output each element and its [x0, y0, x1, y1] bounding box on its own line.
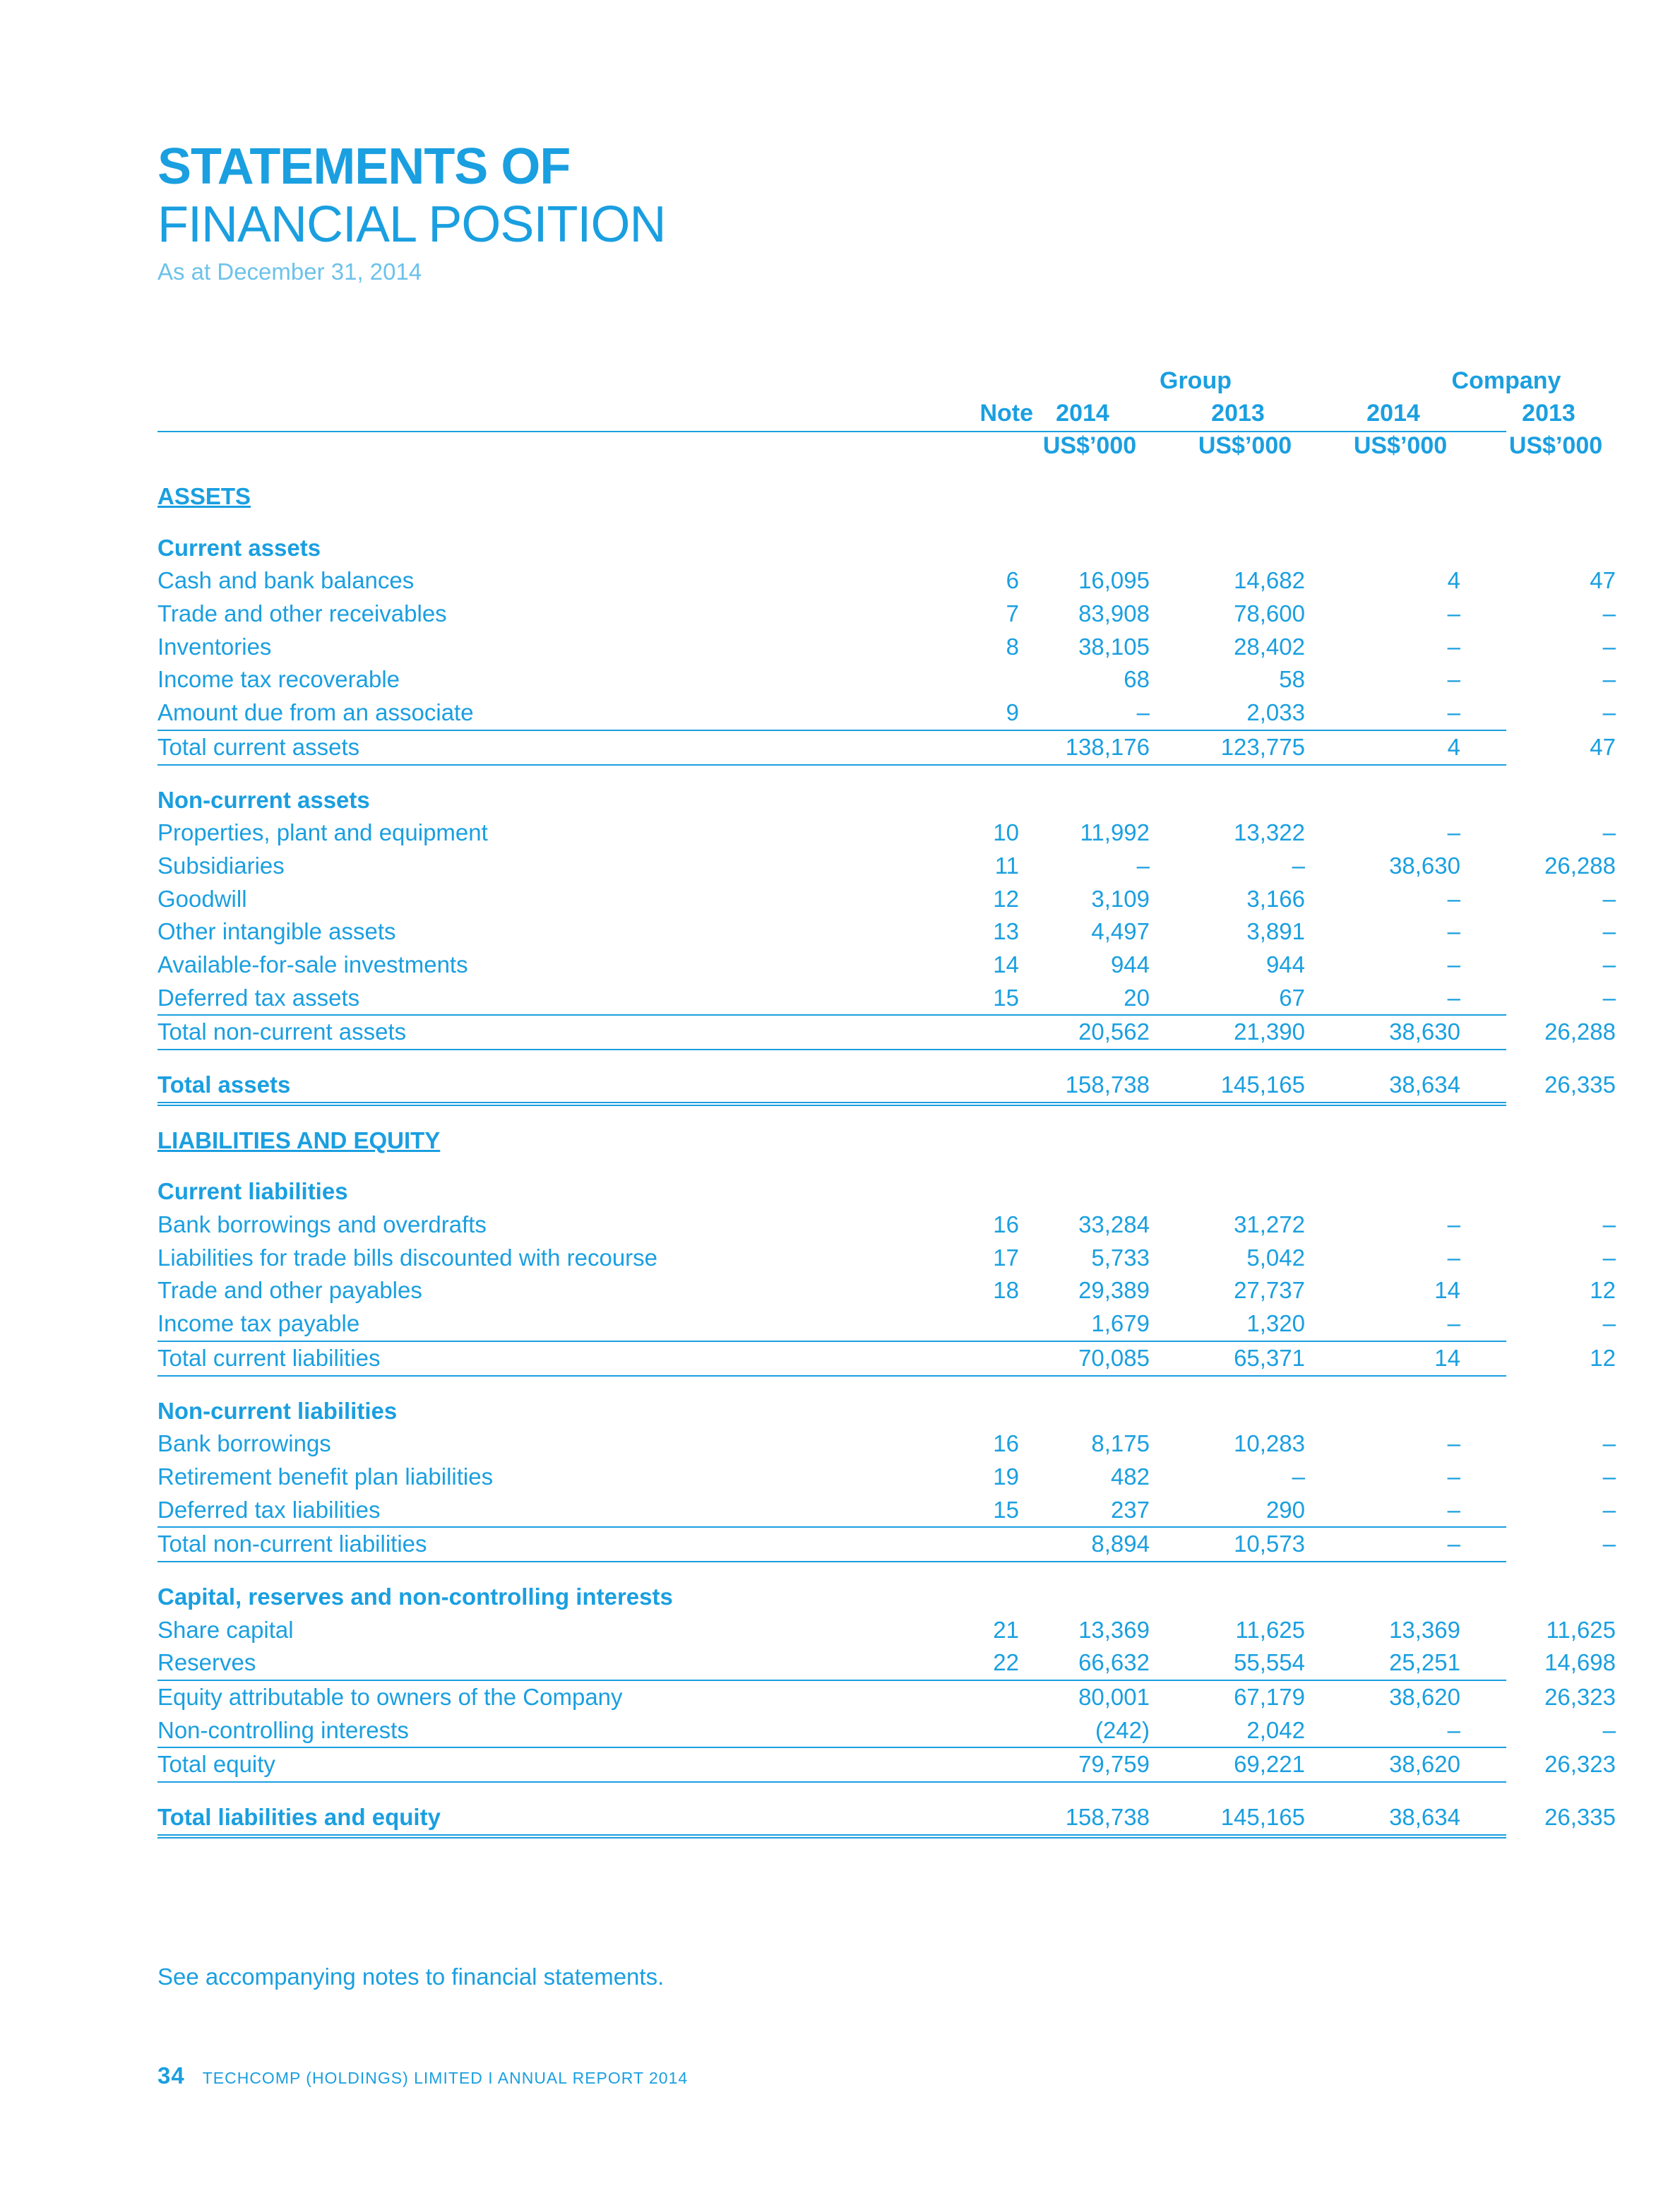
row-label: Goodwill [157, 885, 247, 912]
row-label: Income tax payable [157, 1310, 360, 1337]
table-row [157, 1461, 1616, 1494]
value-cell-group-2013: 58 [1279, 666, 1305, 693]
value-cell-company-2013: – [1602, 1310, 1616, 1337]
value-cell-company-2014: 25,251 [1389, 1649, 1460, 1676]
value-cell-group-2014: 79,759 [1078, 1751, 1150, 1778]
unit-header-row [157, 432, 1603, 463]
note-cell: 16 [993, 1430, 1019, 1457]
table-row [157, 1581, 1506, 1614]
subtot-label: Equity attributable to owners of the Company [157, 1684, 623, 1710]
year-header-row [157, 400, 1575, 432]
value-cell-group-2013: – [1292, 852, 1305, 879]
value-cell-group-2014: – [1136, 699, 1150, 726]
value-cell-company-2014: – [1447, 1496, 1460, 1523]
value-cell-group-2013: 3,891 [1246, 918, 1305, 945]
table-row [157, 982, 1616, 1015]
grand-label: Total assets [157, 1071, 291, 1098]
row-label: Properties, plant and equipment [157, 819, 488, 846]
row-spacer [157, 766, 1506, 784]
section-label: Non-current liabilities [157, 1397, 398, 1424]
footer-text: TECHCOMP (HOLDINGS) LIMITED I ANNUAL REPORT 2014 [202, 2069, 689, 2087]
section-label: Current assets [157, 534, 321, 561]
note-cell: 13 [993, 918, 1019, 945]
note-cell: 21 [993, 1616, 1019, 1643]
note-cell: 22 [993, 1649, 1019, 1676]
table-row [157, 1680, 1616, 1714]
value-cell-company-2014: – [1447, 984, 1460, 1011]
value-cell-group-2013: 145,165 [1220, 1804, 1305, 1831]
value-cell-group-2014: 4,497 [1091, 918, 1150, 945]
unit-group-2013: US$’000 [1198, 432, 1292, 459]
page-footer [157, 2062, 688, 2089]
section-label: Capital, reserves and non-controlling interests [157, 1583, 673, 1610]
value-cell-company-2014: 38,630 [1389, 852, 1460, 879]
table-row [157, 883, 1616, 916]
row-label: Deferred tax liabilities [157, 1496, 381, 1523]
row-spacer [157, 1377, 1506, 1395]
value-cell-company-2014: – [1447, 600, 1460, 627]
row-label: Inventories [157, 633, 272, 660]
unit-group-2014: US$’000 [1042, 432, 1137, 459]
value-cell-company-2014: – [1447, 1244, 1460, 1271]
row-label: Bank borrowings [157, 1430, 331, 1457]
row-label: Income tax recoverable [157, 666, 400, 693]
year-group-2013: 2013 [1211, 400, 1265, 427]
value-cell-group-2014: (242) [1095, 1716, 1150, 1743]
table-row [157, 1175, 1506, 1208]
row-label: Bank borrowings and overdrafts [157, 1211, 487, 1238]
row-label: Cash and bank balances [157, 567, 415, 594]
value-cell-company-2014: – [1447, 918, 1460, 945]
section-label: Non-current assets [157, 786, 370, 813]
value-cell-group-2014: 29,389 [1078, 1277, 1150, 1304]
value-cell-group-2013: 2,033 [1246, 699, 1305, 726]
value-cell-company-2013: 12 [1590, 1344, 1616, 1371]
row-label: Liabilities for trade bills discounted with recourse [157, 1244, 658, 1271]
row-label: Deferred tax assets [157, 984, 360, 1011]
value-cell-group-2014: 5,733 [1091, 1244, 1150, 1271]
table-row [157, 915, 1616, 949]
unit-company-2014: US$’000 [1353, 432, 1448, 459]
value-cell-group-2014: 237 [1110, 1496, 1150, 1523]
value-cell-group-2013: 5,042 [1246, 1244, 1305, 1271]
table-row [157, 598, 1616, 631]
table-row [157, 480, 1506, 513]
value-cell-company-2013: – [1602, 1463, 1616, 1490]
row-label: Reserves [157, 1649, 256, 1676]
value-cell-company-2014: – [1447, 885, 1460, 912]
value-cell-company-2014: 13,369 [1389, 1616, 1460, 1643]
year-company-2013: 2013 [1522, 400, 1575, 427]
value-cell-company-2013: – [1602, 1531, 1616, 1557]
value-cell-company-2013: – [1602, 885, 1616, 912]
table-row [157, 1395, 1506, 1428]
table-row [157, 564, 1616, 598]
note-cell: 10 [993, 819, 1019, 846]
value-cell-group-2013: 67 [1279, 984, 1305, 1011]
row-spacer [157, 513, 1506, 532]
value-cell-company-2014: 38,634 [1389, 1804, 1460, 1831]
row-label: Available-for-sale investments [157, 951, 468, 978]
value-cell-company-2013: 11,625 [1546, 1616, 1616, 1643]
value-cell-company-2013: 26,288 [1544, 852, 1616, 879]
value-cell-company-2013: – [1602, 1244, 1616, 1271]
row-spacer [157, 1562, 1506, 1581]
value-cell-group-2013: 28,402 [1234, 633, 1305, 660]
value-cell-company-2014: 4 [1447, 567, 1460, 594]
footnote: See accompanying notes to financial statements. [157, 1964, 665, 1990]
value-cell-company-2014: 38,620 [1389, 1684, 1460, 1710]
company-header: Company [1451, 367, 1561, 394]
row-spacer [157, 1157, 1506, 1175]
total-label: Total non-current liabilities [157, 1531, 427, 1557]
table-row [157, 1307, 1616, 1341]
value-cell-company-2014: – [1447, 1310, 1460, 1337]
note-cell: 17 [993, 1244, 1019, 1271]
total-label: Total current liabilities [157, 1344, 381, 1371]
value-cell-group-2014: 80,001 [1078, 1684, 1150, 1710]
row-spacer [157, 1106, 1506, 1124]
table-row [157, 1714, 1616, 1747]
table-row [157, 1124, 1506, 1158]
value-cell-company-2013: – [1602, 1716, 1616, 1743]
row-label: Subsidiaries [157, 852, 285, 879]
value-cell-group-2014: 158,738 [1065, 1804, 1150, 1831]
table-row [157, 631, 1616, 664]
value-cell-group-2013: 21,390 [1234, 1018, 1305, 1045]
value-cell-group-2013: 69,221 [1234, 1751, 1305, 1778]
note-cell: 15 [993, 1496, 1019, 1523]
unit-company-2013: US$’000 [1508, 432, 1603, 459]
total-label: Total non-current assets [157, 1018, 407, 1045]
note-cell: 15 [993, 984, 1019, 1011]
table-row [157, 1427, 1616, 1461]
value-cell-company-2014: 14 [1434, 1344, 1460, 1371]
value-cell-company-2014: 4 [1447, 733, 1460, 760]
value-cell-group-2013: 123,775 [1220, 733, 1305, 760]
value-cell-company-2013: – [1602, 1211, 1616, 1238]
note-cell: 18 [993, 1277, 1019, 1304]
value-cell-group-2014: 38,105 [1078, 633, 1150, 660]
value-cell-group-2014: 138,176 [1065, 733, 1150, 760]
value-cell-group-2014: 16,095 [1078, 567, 1150, 594]
value-cell-company-2013: – [1602, 951, 1616, 978]
value-cell-company-2013: – [1602, 819, 1616, 846]
note-cell: 19 [993, 1463, 1019, 1490]
note-cell: 6 [1006, 567, 1019, 594]
table-row [157, 1069, 1616, 1106]
page-subtitle: As at December 31, 2014 [157, 259, 422, 285]
value-cell-group-2013: – [1292, 1463, 1305, 1490]
value-cell-company-2014: – [1447, 1531, 1460, 1557]
value-cell-group-2014: 20,562 [1078, 1018, 1150, 1045]
value-cell-company-2014: – [1447, 951, 1460, 978]
value-cell-group-2013: 145,165 [1220, 1071, 1305, 1098]
value-cell-company-2013: 26,323 [1544, 1684, 1616, 1710]
value-cell-company-2013: 47 [1590, 733, 1616, 760]
value-cell-group-2013: 11,625 [1235, 1616, 1305, 1643]
section-label: Current liabilities [157, 1178, 348, 1205]
table-row [157, 1014, 1616, 1050]
value-cell-company-2014: 14 [1434, 1277, 1460, 1304]
value-cell-group-2014: 158,738 [1065, 1071, 1150, 1098]
value-cell-company-2013: – [1602, 666, 1616, 693]
value-cell-group-2014: 1,679 [1091, 1310, 1150, 1337]
table-row [157, 730, 1616, 766]
table-row [157, 532, 1506, 565]
row-label: Other intangible assets [157, 918, 396, 945]
table-row [157, 1747, 1616, 1783]
value-cell-company-2013: 14,698 [1544, 1649, 1616, 1676]
note-cell: 8 [1006, 633, 1019, 660]
row-label: Retirement benefit plan liabilities [157, 1463, 494, 1490]
value-cell-group-2014: 8,175 [1091, 1430, 1150, 1457]
value-cell-group-2014: 482 [1110, 1463, 1150, 1490]
page-number: 34 [157, 2062, 185, 2089]
value-cell-company-2013: – [1602, 1430, 1616, 1457]
value-cell-company-2014: – [1447, 1463, 1460, 1490]
value-cell-group-2013: 78,600 [1234, 600, 1305, 627]
value-cell-company-2014: – [1447, 819, 1460, 846]
value-cell-group-2014: – [1136, 852, 1150, 879]
heading-label: LIABILITIES AND EQUITY [157, 1127, 441, 1153]
table-row [157, 816, 1616, 850]
total-label: Total equity [157, 1751, 275, 1778]
value-cell-group-2014: 944 [1110, 951, 1150, 978]
note-cell: 14 [993, 951, 1019, 978]
value-cell-group-2014: 13,369 [1078, 1616, 1150, 1643]
value-cell-group-2014: 11,992 [1080, 819, 1150, 846]
grand-label: Total liabilities and equity [157, 1804, 441, 1831]
value-cell-company-2014: – [1447, 1430, 1460, 1457]
page-title-line1: STATEMENTS OF [157, 138, 571, 195]
value-cell-group-2013: 10,573 [1234, 1531, 1305, 1557]
value-cell-group-2014: 33,284 [1078, 1211, 1150, 1238]
table-row [157, 784, 1506, 817]
value-cell-group-2013: 67,179 [1234, 1684, 1305, 1710]
table-row [157, 1274, 1616, 1307]
row-label: Trade and other payables [157, 1277, 422, 1304]
value-cell-company-2013: – [1602, 984, 1616, 1011]
value-cell-group-2014: 70,085 [1078, 1344, 1150, 1371]
value-cell-group-2014: 83,908 [1078, 600, 1150, 627]
value-cell-group-2013: 1,320 [1246, 1310, 1305, 1337]
value-cell-company-2014: – [1447, 1716, 1460, 1743]
year-group-2014: 2014 [1056, 400, 1109, 427]
row-label: Trade and other receivables [157, 600, 447, 627]
value-cell-group-2014: 68 [1124, 666, 1150, 693]
value-cell-group-2013: 944 [1265, 951, 1305, 978]
table-row [157, 850, 1616, 883]
note-cell: 7 [1006, 600, 1019, 627]
year-company-2014: 2014 [1366, 400, 1420, 427]
row-spacer [157, 1050, 1506, 1069]
value-cell-group-2013: 14,682 [1234, 567, 1305, 594]
value-cell-company-2013: 26,288 [1544, 1018, 1616, 1045]
row-label: Amount due from an associate [157, 699, 474, 726]
value-cell-company-2013: – [1602, 1496, 1616, 1523]
value-cell-company-2014: 38,634 [1389, 1071, 1460, 1098]
row-spacer [157, 1783, 1506, 1801]
value-cell-group-2013: 290 [1265, 1496, 1305, 1523]
note-cell: 16 [993, 1211, 1019, 1238]
table-row [157, 1646, 1616, 1680]
value-cell-group-2013: 55,554 [1234, 1649, 1305, 1676]
value-cell-company-2014: – [1447, 633, 1460, 660]
group-header: Group [1160, 367, 1232, 394]
value-cell-company-2013: – [1602, 633, 1616, 660]
value-cell-company-2013: 26,335 [1544, 1804, 1616, 1831]
table-row [157, 696, 1616, 730]
value-cell-group-2013: 65,371 [1234, 1344, 1305, 1371]
value-cell-company-2014: – [1447, 1211, 1460, 1238]
table-row [157, 949, 1616, 982]
table-row [157, 1208, 1616, 1242]
table-row [157, 1494, 1616, 1527]
heading-label: ASSETS [157, 483, 251, 509]
value-cell-group-2013: 3,166 [1246, 885, 1305, 912]
value-cell-company-2013: – [1602, 918, 1616, 945]
value-cell-company-2013: 47 [1590, 567, 1616, 594]
value-cell-group-2013: 13,322 [1234, 819, 1305, 846]
value-cell-company-2013: 26,335 [1544, 1071, 1616, 1098]
value-cell-company-2014: – [1447, 699, 1460, 726]
table-row [157, 1801, 1616, 1839]
table-row [157, 1526, 1616, 1562]
table-row [157, 1341, 1616, 1377]
row-label: Share capital [157, 1616, 294, 1643]
page-title-line2: FINANCIAL POSITION [157, 196, 666, 253]
value-cell-company-2014: 38,630 [1389, 1018, 1460, 1045]
value-cell-group-2013: 2,042 [1246, 1716, 1305, 1743]
value-cell-group-2014: 66,632 [1078, 1649, 1150, 1676]
value-cell-group-2013: 31,272 [1234, 1211, 1305, 1238]
value-cell-group-2013: 27,737 [1234, 1277, 1305, 1304]
table-body [157, 480, 1616, 1839]
value-cell-company-2013: 12 [1590, 1277, 1616, 1304]
value-cell-group-2013: 10,283 [1234, 1430, 1305, 1457]
value-cell-group-2014: 20 [1124, 984, 1150, 1011]
table-row [157, 1242, 1616, 1275]
value-cell-group-2014: 8,894 [1091, 1531, 1150, 1557]
value-cell-company-2014: – [1447, 666, 1460, 693]
value-cell-company-2013: 26,323 [1544, 1751, 1616, 1778]
value-cell-group-2014: 3,109 [1091, 885, 1150, 912]
value-cell-company-2013: – [1602, 699, 1616, 726]
note-cell: 12 [993, 885, 1019, 912]
note-cell: 11 [994, 852, 1019, 879]
value-cell-company-2014: 38,620 [1389, 1751, 1460, 1778]
note-header: Note [979, 400, 1033, 427]
row-label: Non-controlling interests [157, 1716, 409, 1743]
note-cell: 9 [1006, 699, 1019, 726]
value-cell-company-2013: – [1602, 600, 1616, 627]
total-label: Total current assets [157, 733, 360, 760]
table-row [157, 663, 1616, 696]
table-row [157, 1614, 1616, 1647]
